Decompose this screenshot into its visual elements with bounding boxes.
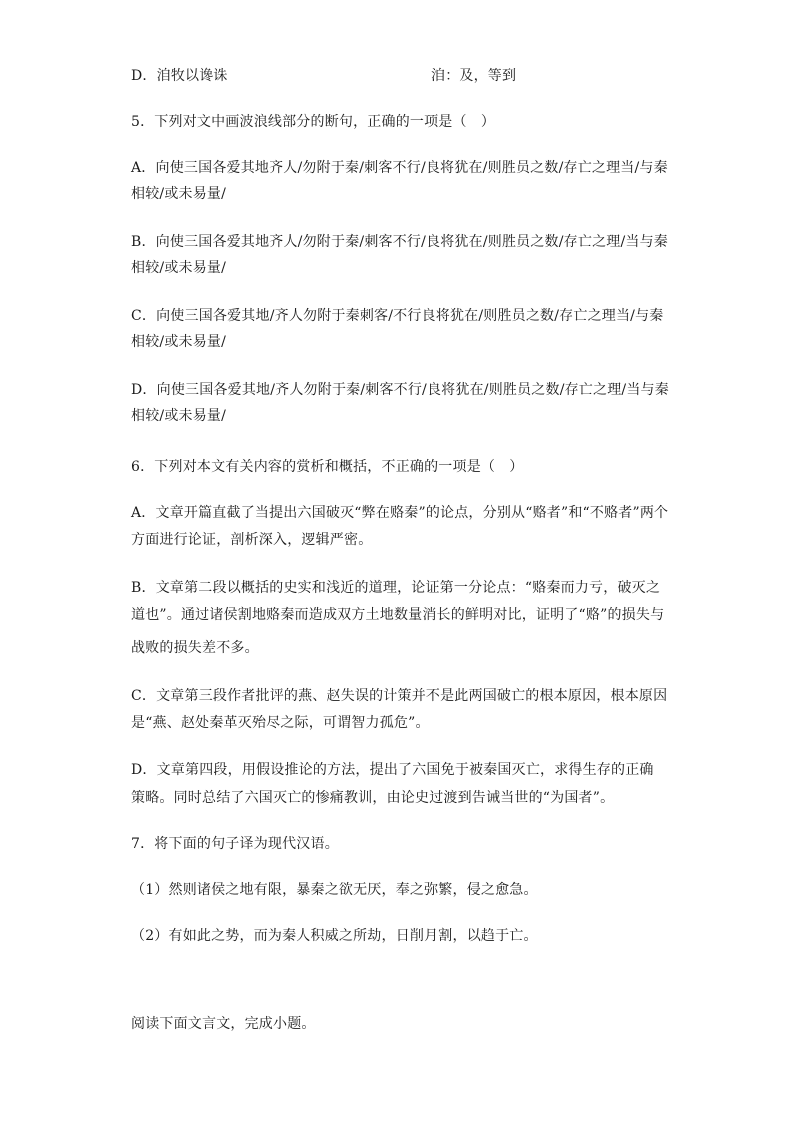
- q5-option-b-line2: 相较/或未易量/: [131, 260, 227, 276]
- q5-option-c-line2: 相较/或未易量/: [131, 334, 227, 350]
- q6-option-a-line2: 方面进行论证，剖析深入，逻辑严密。: [131, 532, 373, 548]
- q6-option-c-line1: C．文章第三段作者批评的燕、赵失误的计策并不是此两国破亡的根本原因，根本原因: [131, 688, 668, 704]
- q5-option-a-line2: 相较/或未易量/: [131, 186, 227, 202]
- q5-stem: 5．下列对文中画波浪线部分的断句，正确的一项是（ ）: [131, 114, 496, 130]
- q4-option-d-text: D．洎牧以谗诛: [131, 68, 228, 84]
- q6-option-b-line1: B．文章第二段以概括的史实和浅近的道理，论证第一分论点：“赂秦而力亏，破灭之: [131, 580, 661, 596]
- q5-option-c-line1: C．向使三国各爱其地/齐人勿附于秦刺客/不行良将犹在/则胜员之数/存亡之理当/与秦: [131, 308, 664, 324]
- q6-stem: 6．下列对本文有关内容的赏析和概括，不正确的一项是（ ）: [131, 459, 524, 475]
- next-section-instruction: 阅读下面文言文，完成小题。: [131, 1016, 316, 1032]
- q7-sentence-1: （1）然则诸侯之地有限，暴秦之欲无厌，奉之弥繁，侵之愈急。: [131, 882, 538, 898]
- q6-option-d-line2: 策略。同时总结了六国灭亡的惨痛教训，由论史过渡到告诫当世的“为国者”。: [131, 790, 615, 806]
- q5-option-b-line1: B．向使三国各爱其地齐人/勿附于秦/刺客不行/良将犹在/则胜员之数/存亡之理/当与秦: [131, 234, 668, 250]
- q5-option-d-line2: 相较/或未易量/: [131, 408, 227, 424]
- q6-option-b-line3: 战败的损失差不多。: [131, 640, 259, 656]
- q7-sentence-2: （2）有如此之势，而为秦人积威之所劫，日削月割，以趋于亡。: [131, 928, 538, 944]
- q6-option-d-line1: D．文章第四段，用假设推论的方法，提出了六国免于被秦国灭亡，求得生存的正确: [131, 762, 654, 778]
- q6-option-b-line2: 道也”。通过诸侯割地赂秦而造成双方土地数量消长的鲜明对比，证明了“赂”的损失与: [131, 607, 665, 623]
- q5-option-a-line1: A．向使三国各爱其地齐人/勿附于秦/刺客不行/良将犹在/则胜员之数/存亡之理当/与秦: [131, 160, 668, 176]
- q4-option-d-gloss: 洎：及，等到: [431, 68, 517, 84]
- q6-option-c-line2: 是“燕、赵处秦革灭殆尽之际，可谓智力孤危”。: [131, 715, 430, 731]
- q7-stem: 7．将下面的句子译为现代汉语。: [131, 836, 339, 852]
- q6-option-a-line1: A．文章开篇直截了当提出六国破灭“弊在赂秦”的论点，分别从“赂者”和“不赂者”两个: [131, 505, 669, 521]
- q4-option-d: [131, 66, 517, 86]
- q5-option-d-line1: D．向使三国各爱其地/齐人勿附于秦/刺客不行/良将犹在/则胜员之数/存亡之理/当与秦: [131, 382, 669, 398]
